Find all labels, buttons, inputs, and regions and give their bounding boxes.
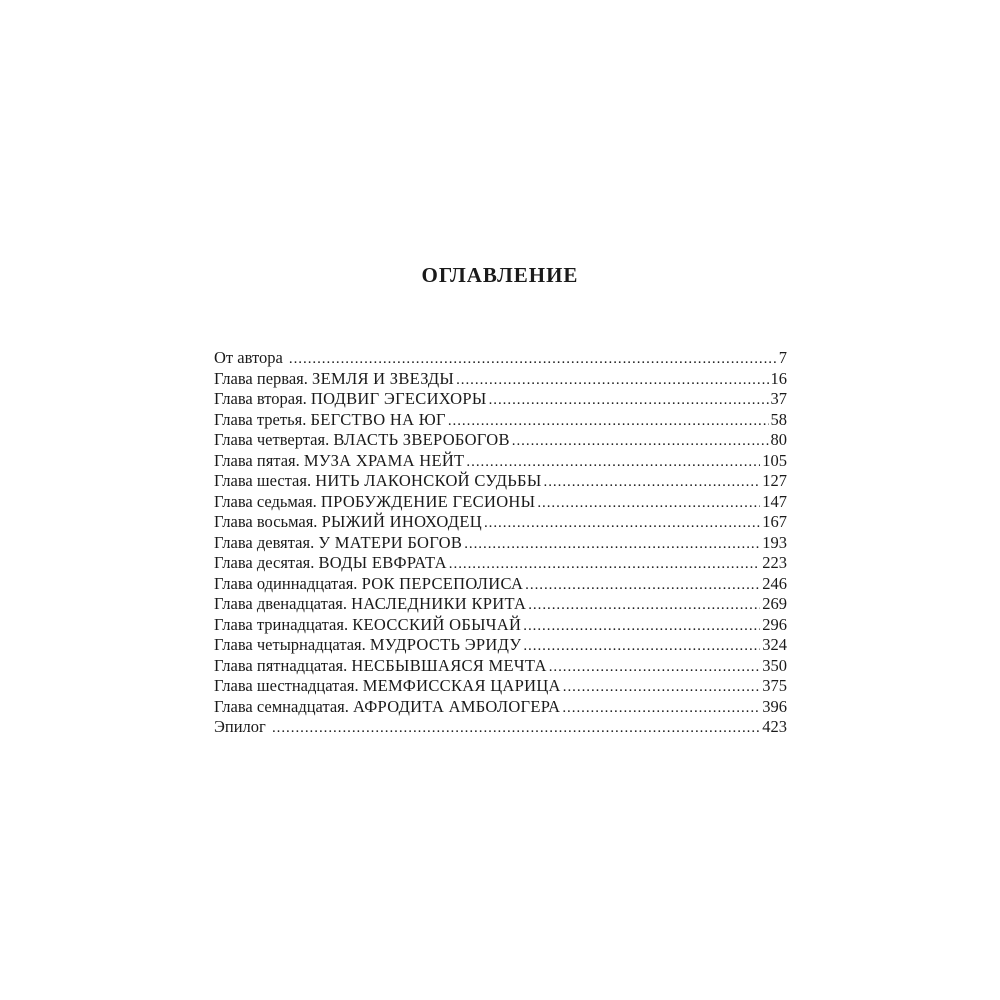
toc-entry — [214, 553, 787, 574]
toc-page-number: 147 — [762, 491, 787, 511]
toc-page-number: 396 — [762, 696, 787, 716]
toc-page-number: 246 — [762, 573, 787, 593]
toc-dot-leader — [484, 512, 760, 534]
toc-dot-leader — [528, 594, 760, 616]
toc-page-number: 193 — [762, 532, 787, 552]
toc-chapter-number: Глава шестая. — [214, 471, 312, 490]
toc-entry-label — [214, 615, 521, 636]
toc-chapter-number: Глава семнадцатая. — [214, 696, 349, 716]
toc-dot-leader — [456, 369, 768, 391]
toc-entry — [214, 369, 787, 390]
toc-entry-label — [214, 574, 523, 595]
toc-entry — [214, 389, 787, 410]
toc-entry — [214, 348, 787, 369]
toc-entry-label — [214, 471, 542, 492]
toc-chapter-number: Глава тринадцатая. — [214, 614, 349, 634]
toc-page-number: 423 — [762, 717, 787, 736]
toc-dot-leader — [523, 635, 760, 657]
toc-chapter-title: КЕОССКИЙ ОБЫЧАЙ — [352, 614, 522, 634]
toc-entry-label — [214, 348, 287, 369]
toc-dot-leader — [544, 471, 761, 493]
toc-chapter-number: Глава четырнадцатая. — [214, 635, 366, 654]
toc-entry — [214, 697, 787, 718]
toc-chapter-number: Глава третья. — [214, 409, 307, 429]
toc-dot-leader — [562, 697, 760, 719]
toc-chapter-number: Глава шестнадцатая. — [214, 676, 359, 695]
toc-entry — [214, 430, 787, 451]
toc-chapter-number: Глава пятнадцатая. — [214, 655, 348, 675]
toc-chapter-number: Глава десятая. — [214, 553, 315, 572]
toc-page-number: 127 — [762, 471, 787, 490]
toc-dot-leader — [523, 615, 760, 637]
toc-chapter-number: Эпилог — [214, 717, 266, 736]
toc-chapter-title: АФРОДИТА АМБОЛОГЕРА — [353, 696, 561, 716]
toc-page-number: 375 — [762, 676, 787, 695]
toc-entry — [214, 451, 787, 472]
toc-page-number: 223 — [762, 553, 787, 572]
toc-dot-leader — [466, 451, 760, 473]
toc-entry — [214, 594, 787, 615]
toc-entry — [214, 656, 787, 677]
toc-chapter-title: МЕМФИССКАЯ ЦАРИЦА — [362, 676, 561, 695]
toc-dot-leader — [512, 430, 769, 452]
table-of-contents — [214, 348, 787, 738]
toc-entry — [214, 574, 787, 595]
toc-entry-label — [214, 697, 560, 718]
toc-chapter-title: У МАТЕРИ БОГОВ — [318, 532, 463, 552]
toc-page-number: 269 — [762, 594, 787, 613]
toc-page-number: 167 — [762, 512, 787, 531]
toc-dot-leader — [563, 676, 760, 698]
toc-chapter-number: Глава двенадцатая. — [214, 594, 348, 613]
toc-page-number: 350 — [762, 655, 787, 675]
toc-chapter-title: ВОДЫ ЕВФРАТА — [318, 553, 447, 572]
toc-page-number: 58 — [770, 409, 787, 429]
toc-chapter-title: РЫЖИЙ ИНОХОДЕЦ — [321, 512, 482, 531]
toc-entry-label — [214, 451, 464, 472]
toc-entry — [214, 533, 787, 554]
toc-chapter-title: НЕСБЫВШАЯСЯ МЕЧТА — [351, 655, 547, 675]
toc-chapter-title: ПОДВИГ ЭГЕСИХОРЫ — [310, 389, 487, 408]
toc-dot-leader — [489, 389, 769, 411]
toc-chapter-title: БЕГСТВО НА ЮГ — [310, 409, 446, 429]
toc-entry-label — [214, 512, 482, 533]
toc-dot-leader — [549, 656, 761, 678]
toc-entry-label — [214, 492, 535, 513]
toc-entry-label — [214, 717, 270, 738]
toc-chapter-title: НИТЬ ЛАКОНСКОЙ СУДЬБЫ — [315, 471, 542, 490]
toc-chapter-title: МУЗА ХРАМА НЕЙТ — [303, 450, 465, 470]
toc-entry-label — [214, 553, 447, 574]
toc-entry-label — [214, 676, 561, 697]
toc-chapter-number: Глава седьмая. — [214, 491, 317, 511]
toc-page-number: 16 — [770, 368, 787, 388]
toc-chapter-title: ВЛАСТЬ ЗВЕРОБОГОВ — [333, 430, 510, 449]
toc-chapter-title: НАСЛЕДНИКИ КРИТА — [351, 594, 527, 613]
toc-entry-label — [214, 635, 521, 656]
toc-dot-leader — [449, 553, 760, 575]
toc-dot-leader — [448, 410, 769, 432]
toc-chapter-title: ПРОБУЖДЕНИЕ ГЕСИОНЫ — [320, 491, 536, 511]
toc-entry-label — [214, 410, 446, 431]
toc-entry — [214, 635, 787, 656]
toc-page-number: 296 — [762, 614, 787, 634]
toc-entry-label — [214, 389, 487, 410]
toc-entry — [214, 492, 787, 513]
toc-page-number: 105 — [762, 450, 787, 470]
toc-entry-label — [214, 369, 454, 390]
toc-chapter-number: Глава одиннадцатая. — [214, 573, 358, 593]
toc-page-number: 80 — [770, 430, 787, 449]
toc-page-number: 7 — [778, 348, 787, 367]
toc-chapter-number: Глава вторая. — [214, 389, 307, 408]
toc-entry — [214, 615, 787, 636]
toc-chapter-number: Глава пятая. — [214, 450, 300, 470]
toc-chapter-title: РОК ПЕРСЕПОЛИСА — [361, 573, 524, 593]
toc-chapter-number: Глава восьмая. — [214, 512, 318, 531]
toc-page-number: 324 — [762, 635, 787, 654]
toc-chapter-number: От автора — [214, 348, 283, 367]
toc-entry — [214, 410, 787, 431]
toc-entry — [214, 512, 787, 533]
toc-dot-leader — [537, 492, 760, 514]
toc-dot-leader — [525, 574, 760, 596]
toc-entry-label — [214, 656, 547, 677]
toc-entry-label — [214, 594, 526, 615]
toc-dot-leader — [289, 348, 777, 370]
toc-entry-label — [214, 533, 462, 554]
toc-entry — [214, 676, 787, 697]
toc-page-number: 37 — [770, 389, 787, 408]
toc-dot-leader — [272, 717, 760, 739]
toc-chapter-title: ЗЕМЛЯ И ЗВЕЗДЫ — [312, 368, 455, 388]
toc-entry — [214, 717, 787, 738]
toc-chapter-number: Глава первая. — [214, 368, 308, 388]
toc-entry-label — [214, 430, 510, 451]
page-title: ОГЛАВЛЕНИЕ — [421, 263, 579, 287]
toc-chapter-number: Глава девятая. — [214, 532, 315, 552]
toc-chapter-title: МУДРОСТЬ ЭРИДУ — [369, 635, 522, 654]
toc-entry — [214, 471, 787, 492]
toc-chapter-number: Глава четвертая. — [214, 430, 330, 449]
toc-dot-leader — [464, 533, 760, 555]
